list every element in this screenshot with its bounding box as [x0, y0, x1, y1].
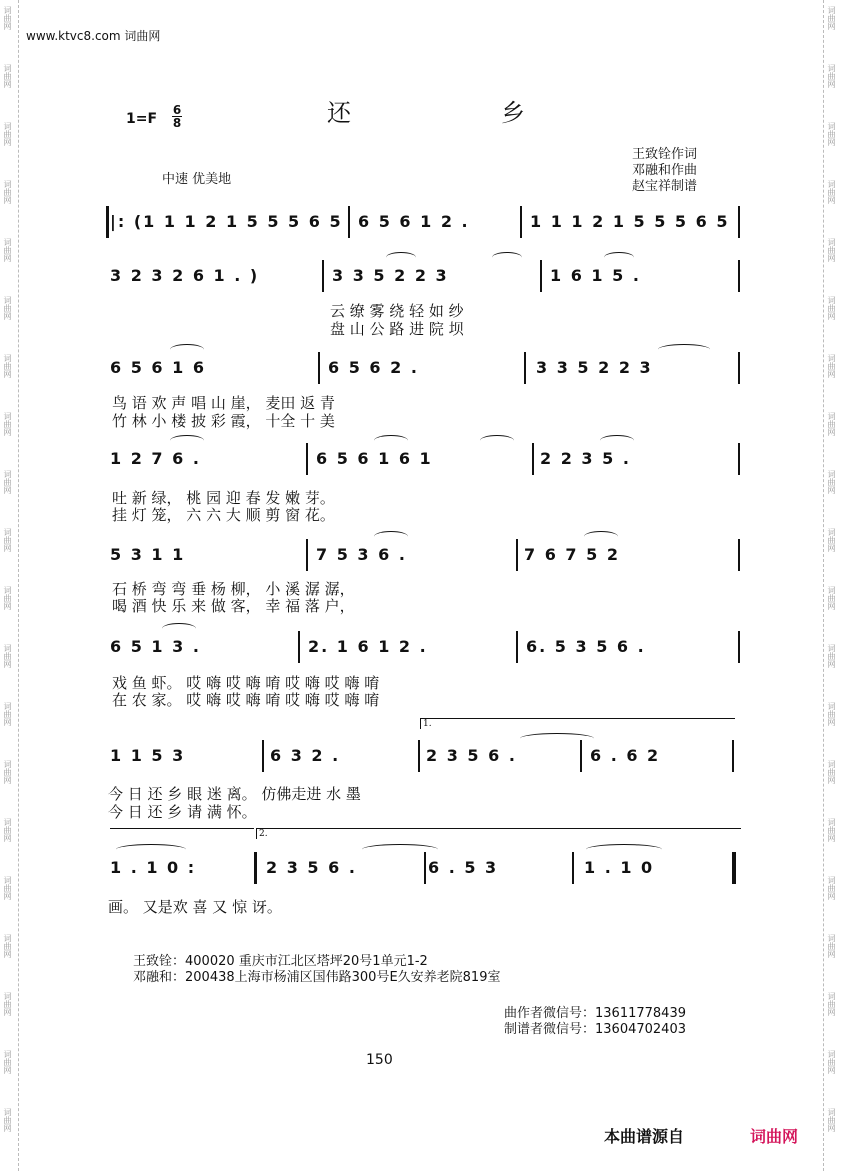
tie — [362, 844, 438, 855]
barline — [532, 443, 534, 475]
wechat-arranger: 制谱者微信号：13604702403 — [504, 1022, 686, 1037]
barline — [738, 260, 740, 292]
second-ending-bracket: 2. — [256, 828, 741, 839]
barline — [298, 631, 300, 663]
watermark-glyph: 词曲网 — [827, 992, 836, 1016]
measure: 1 2 7 6 . — [110, 449, 201, 468]
watermark-glyph: 词曲网 — [3, 1108, 12, 1132]
watermark-glyph: 词曲网 — [827, 1050, 836, 1074]
measure: 1 . 1 0 — [584, 858, 655, 877]
lyric-line-1: 鸟 语 欢 声 唱 山 崖， 麦田 返 青 — [112, 394, 335, 412]
watermark-glyph: 词曲网 — [827, 586, 836, 610]
lyric-line-2: 喝 酒 快 乐 来 做 客， 幸 福 落 户， — [112, 597, 355, 615]
watermark-glyph: 词曲网 — [3, 354, 12, 378]
tie — [116, 844, 186, 855]
barline — [580, 740, 582, 772]
measure: 3 2 3 2 6 1 . ) — [110, 266, 260, 285]
watermark-glyph: 词曲网 — [3, 64, 12, 88]
measure: 7 5 3 6 . — [316, 545, 407, 564]
lyric-line-1: 画。 又是欢 喜 又 惊 讶。 — [108, 898, 282, 916]
lyric-line-2: 盘 山 公 路 进 院 坝 — [330, 320, 464, 338]
barline — [418, 740, 420, 772]
measure: 1 6 1 5 . — [550, 266, 641, 285]
lyric-line-1: 戏 鱼 虾。 哎 嗨 哎 嗨 唷 哎 嗨 哎 嗨 唷 — [112, 674, 380, 692]
measure: 6 5 6 1 2 . — [358, 212, 470, 231]
measure: 2 2 3 5 . — [540, 449, 631, 468]
composer-credit: 邓融和作曲 — [632, 163, 698, 178]
watermark-glyph: 词曲网 — [827, 644, 836, 668]
slur — [604, 252, 634, 263]
left-watermark-strip — [0, 0, 19, 1171]
watermark-glyph: 词曲网 — [3, 528, 12, 552]
watermark-glyph: 词曲网 — [827, 818, 836, 842]
watermark-glyph: 词曲网 — [827, 6, 836, 30]
watermark-glyph: 词曲网 — [3, 470, 12, 494]
watermark-glyph: 词曲网 — [3, 702, 12, 726]
measure: 6 . 6 2 — [590, 746, 661, 765]
tie — [586, 844, 662, 855]
watermark-glyph: 词曲网 — [827, 470, 836, 494]
tempo-marking: 中速 优美地 — [162, 172, 232, 187]
watermark-glyph: 词曲网 — [3, 992, 12, 1016]
watermark-glyph: 词曲网 — [827, 354, 836, 378]
address-lyricist: 王致铨：400020 重庆市江北区塔坪20号1单元1-2 — [133, 954, 428, 969]
watermark-glyph: 词曲网 — [827, 760, 836, 784]
watermark-glyph: 词曲网 — [827, 180, 836, 204]
measure: 6 3 2 . — [270, 746, 341, 765]
final-barline — [732, 852, 736, 884]
watermark-glyph: 词曲网 — [3, 296, 12, 320]
barline — [516, 539, 518, 571]
measure: 1 1 1 2 1 5 5 5 6 5 — [530, 212, 730, 231]
measure: 2 3 5 6 . — [426, 746, 517, 765]
watermark-glyph: 词曲网 — [3, 6, 12, 30]
barline — [738, 352, 740, 384]
lyric-line-2: 今 日 还 乡 请 满 怀。 — [108, 803, 257, 821]
lyric-line-1: 石 桥 弯 弯 垂 杨 柳， 小 溪 潺 潺， — [112, 580, 355, 598]
slur — [170, 344, 204, 355]
barline — [520, 206, 522, 238]
barline — [306, 443, 308, 475]
watermark-glyph: 词曲网 — [3, 760, 12, 784]
watermark-glyph: 词曲网 — [827, 412, 836, 436]
time-signature — [172, 104, 182, 129]
arranger-credit: 赵宝祥制谱 — [632, 179, 698, 194]
repeat-end-bar — [254, 852, 257, 884]
time-bottom: 8 — [172, 116, 182, 130]
source-label: 本曲谱源自 — [604, 1127, 685, 1146]
site-url[interactable]: www.ktvc8.com — [26, 29, 121, 43]
measure: 6 5 6 2 . — [328, 358, 419, 377]
tie — [520, 733, 594, 744]
watermark-glyph: 词曲网 — [3, 1050, 12, 1074]
slur — [374, 531, 408, 542]
measure: 2. 1 6 1 2 . — [308, 637, 428, 656]
slur — [374, 435, 408, 446]
barline — [524, 352, 526, 384]
site-header[interactable] — [26, 27, 160, 44]
watermark-glyph: 词曲网 — [3, 644, 12, 668]
lyric-line-1: 今 日 还 乡 眼 迷 离。 仿佛走进 水 墨 — [108, 785, 361, 803]
right-watermark-strip — [823, 0, 842, 1171]
ending-line — [110, 828, 254, 839]
slur — [492, 252, 522, 263]
watermark-glyph: 词曲网 — [3, 238, 12, 262]
barline — [738, 206, 740, 238]
measure: 3 3 5 2 2 3 — [332, 266, 449, 285]
source-brand-link[interactable]: 词曲网 — [750, 1127, 799, 1146]
page-number: 150 — [366, 1052, 393, 1068]
measure: 6 5 6 1 6 — [110, 358, 206, 377]
barline — [738, 631, 740, 663]
watermark-glyph: 词曲网 — [3, 934, 12, 958]
barline — [732, 740, 734, 772]
watermark-glyph: 词曲网 — [827, 238, 836, 262]
measure: 2 3 5 6 . — [266, 858, 357, 877]
measure: 6. 5 3 5 6 . — [526, 637, 646, 656]
barline — [572, 852, 574, 884]
watermark-glyph: 词曲网 — [3, 876, 12, 900]
wechat-composer: 曲作者微信号：13611778439 — [504, 1006, 686, 1021]
first-ending-bracket: 1. — [420, 718, 735, 729]
measure: 6 5 6 1 6 1 — [316, 449, 433, 468]
barline — [738, 443, 740, 475]
lyric-line-1: 吐 新 绿， 桃 园 迎 春 发 嫩 芽。 — [112, 489, 335, 507]
lyric-line-2: 在 农 家。 哎 嗨 哎 嗨 唷 哎 嗨 哎 嗨 唷 — [112, 691, 380, 709]
slur — [600, 435, 634, 446]
measure: 5 3 1 1 — [110, 545, 186, 564]
repeat-start-bar — [106, 206, 109, 238]
barline — [348, 206, 350, 238]
address-composer: 邓融和：200438上海市杨浦区国伟路300号E久安养老院819室 — [133, 970, 501, 985]
watermark-glyph: 词曲网 — [827, 64, 836, 88]
watermark-glyph: 词曲网 — [3, 412, 12, 436]
measure: 1 1 5 3 — [110, 746, 186, 765]
measure: 7 6 7 5 2 — [524, 545, 620, 564]
watermark-glyph: 词曲网 — [827, 934, 836, 958]
watermark-glyph: 词曲网 — [3, 180, 12, 204]
watermark-glyph: 词曲网 — [827, 296, 836, 320]
lyric-line-2: 挂 灯 笼， 六 六 大 顺 剪 窗 花。 — [112, 506, 335, 524]
barline — [424, 852, 426, 884]
watermark-glyph: 词曲网 — [827, 528, 836, 552]
measure: 1 . 1 0 : — [110, 858, 197, 877]
measure: 3 3 5 2 2 3 — [536, 358, 653, 377]
watermark-glyph: 词曲网 — [827, 1108, 836, 1132]
barline — [322, 260, 324, 292]
measure: |: (1 1 1 2 1 5 5 5 6 5 — [110, 212, 343, 231]
lyric-line-2: 竹 林 小 楼 披 彩 霞， 十全 十 美 — [112, 412, 335, 430]
slur — [658, 344, 710, 355]
watermark-glyph: 词曲网 — [827, 702, 836, 726]
barline — [318, 352, 320, 384]
slur — [162, 623, 196, 634]
song-title: 还乡 — [327, 99, 675, 127]
watermark-glyph: 词曲网 — [3, 122, 12, 146]
slur — [170, 435, 204, 446]
barline — [262, 740, 264, 772]
key-signature: 1=F — [126, 111, 158, 127]
lyric-line-1: 云 缭 雾 绕 轻 如 纱 — [330, 302, 464, 320]
time-top: 6 — [172, 103, 182, 117]
watermark-glyph: 词曲网 — [3, 818, 12, 842]
watermark-glyph: 词曲网 — [827, 876, 836, 900]
barline — [516, 631, 518, 663]
watermark-glyph: 词曲网 — [3, 586, 12, 610]
barline — [738, 539, 740, 571]
barline — [306, 539, 308, 571]
lyricist-credit: 王致铨作词 — [632, 147, 698, 162]
slur — [584, 531, 618, 542]
slur — [386, 252, 416, 263]
site-name[interactable]: 词曲网 — [124, 29, 161, 43]
measure: 6 5 1 3 . — [110, 637, 201, 656]
measure: 6 . 5 3 — [428, 858, 499, 877]
watermark-glyph: 词曲网 — [827, 122, 836, 146]
slur — [480, 435, 514, 446]
barline — [540, 260, 542, 292]
